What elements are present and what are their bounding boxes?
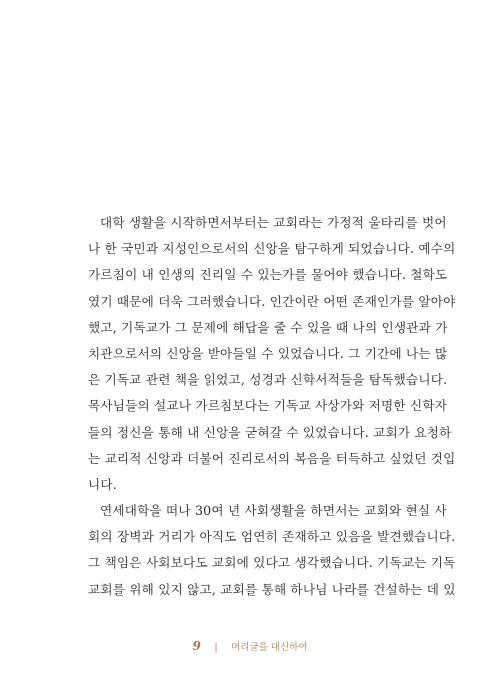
text-line: 목사님들의 설교나 가르침보다는 기독교 사상가와 저명한 신학자: [88, 398, 448, 414]
page-number: 9: [192, 639, 201, 653]
text-line: 교회를 위해 있지 않고, 교회를 통해 하나님 나라를 건설하는 데 있: [88, 581, 456, 597]
text-line: 연세대학을 떠나 30여 년 사회생활을 하면서는 교회와 현실 사: [100, 503, 447, 519]
text-line: 가르침이 내 인생의 진리일 수 있는가를 물어야 했습니다. 철학도: [88, 267, 448, 283]
text-line: 했고, 기독교가 그 문제에 해답을 줄 수 있을 때 나의 인생관과 가: [88, 319, 448, 335]
text-line: 들의 정신을 통해 내 신앙을 굳혀갈 수 있었습니다. 교회가 요청하: [88, 424, 452, 440]
page-footer: [0, 639, 500, 653]
text-line: 나 한 국민과 지성인으로서의 신앙을 탐구하게 되었습니다. 예수의: [88, 241, 456, 257]
text-line: 니다.: [88, 476, 117, 492]
text-line: 였기 때문에 더욱 그러했습니다. 인간이란 어떤 존재인가를 알아야: [88, 293, 456, 309]
text-line: 치관으로서의 신앙을 받아들일 수 있었습니다. 그 기간에 나는 많: [88, 345, 448, 361]
running-title: 머리글을 대신하여: [231, 642, 308, 653]
footer-separator: |: [214, 641, 218, 653]
text-line: 회의 장벽과 거리가 아직도 엄연히 존재하고 있음을 발견했습니다.: [88, 529, 456, 545]
text-line: 그 책임은 사회보다도 교회에 있다고 생각했습니다. 기독교는 기독: [88, 555, 456, 571]
body-text: [88, 210, 456, 603]
text-line: 대학 생활을 시작하면서부터는 교회라는 가정적 울타리를 벗어: [100, 215, 447, 230]
text-line: 는 교리적 신앙과 더불어 진리로서의 복음을 터득하고 싶었던 것입: [88, 450, 456, 466]
text-line: 은 기독교 관련 책을 읽었고, 성경과 신학서적들을 탐독했습니다.: [88, 372, 448, 388]
